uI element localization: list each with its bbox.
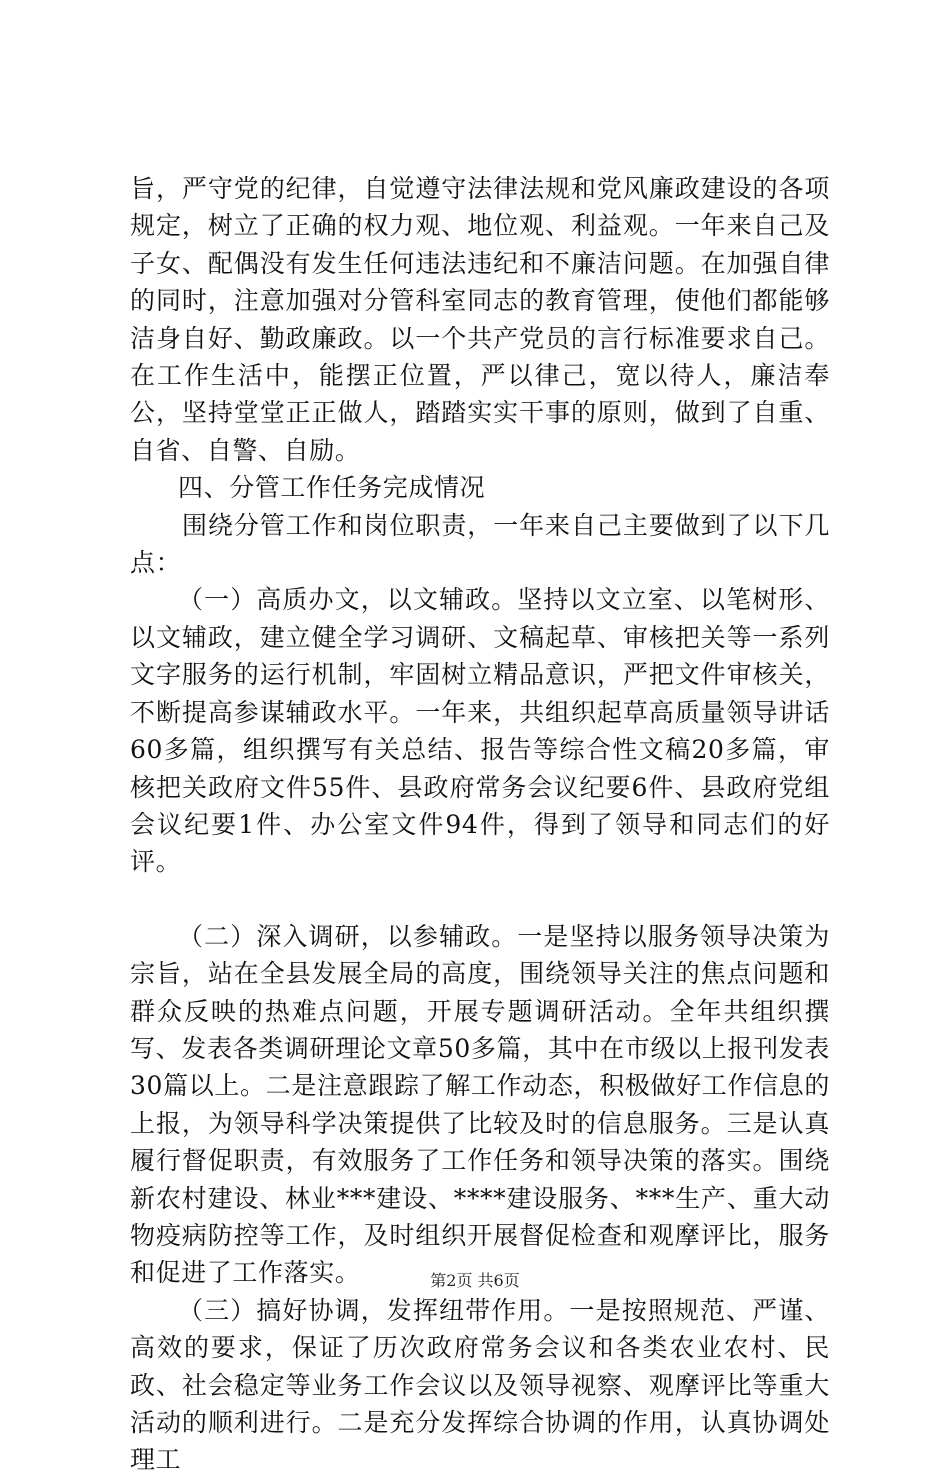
paragraph-item-three: （三）搞好协调，发挥纽带作用。一是按照规范、严谨、高效的要求，保证了历次政府常务会议和各类农业农村、民政、社会稳定等业务工作会议以及领导视察、观摩评比等重大活动的顺利进行。二是充分发挥综合协调的作用，认真协调处理工 (130, 1295, 830, 1475)
paragraph-spacer (130, 881, 830, 918)
section-heading-four: 四、分管工作任务完成情况 (178, 473, 486, 503)
paragraph-item-two: （二）深入调研，以参辅政。一是坚持以服务领导决策为宗旨，站在全县发展全局的高度，围绕领导关注的焦点问题和群众反映的热难点问题，开展专题调研活动。全年共组织撰写、发表各类调研理论文章50多篇，其中在市级以上报刊发表30篇以上。二是注意跟踪了解工作动态，积极做好工作信息的上报，为领导科学决策提供了比较及时的信息服务。三是认真履行督促职责，有效服务了工作任务和领导决策的落实。围绕新农村建设、林业***建设、****建设服务、***生产、重大动物疫病防控等工作，及时组织开展督促检查和观摩评比，服务和促进了工作落实。 (130, 921, 830, 1288)
paragraph-item-one: （一）高质办文，以文辅政。坚持以文立室、以笔树形、以文辅政，建立健全学习调研、文稿起草、审核把关等一系列文字服务的运行机制，牢固树立精品意识，严把文件审核关，不断提高参谋辅政水平。一年来，共组织起草高质量领导讲话60多篇，组织撰写有关总结、报告等综合性文稿20多篇，审核把关政府文件55件、县政府常务会议纪要6件、县政府党组会议纪要1件、办公室文件94件，得到了领导和同志们的好评。 (130, 585, 830, 877)
page-footer: 第2页 共6页 (430, 1271, 520, 1290)
paragraph-discipline: 旨，严守党的纪律，自觉遵守法律法规和党风廉政建设的各项规定，树立了正确的权力观、地位观、利益观。一年来自己及子女、配偶没有发生任何违法违纪和不廉洁问题。在加强自律的同时，注意加强对分管科室同志的教育管理，使他们都能够洁身自好、勤政廉政。以一个共产党员的言行标准要求自己。在工作生活中，能摆正位置，严以律己，宽以待人，廉洁奉公，坚持堂堂正正做人，踏踏实实干事的原则，做到了自重、自省、自警、自励。 (130, 174, 830, 465)
paragraph-intro: 围绕分管工作和岗位职责，一年来自己主要做到了以下几点： (130, 510, 830, 578)
